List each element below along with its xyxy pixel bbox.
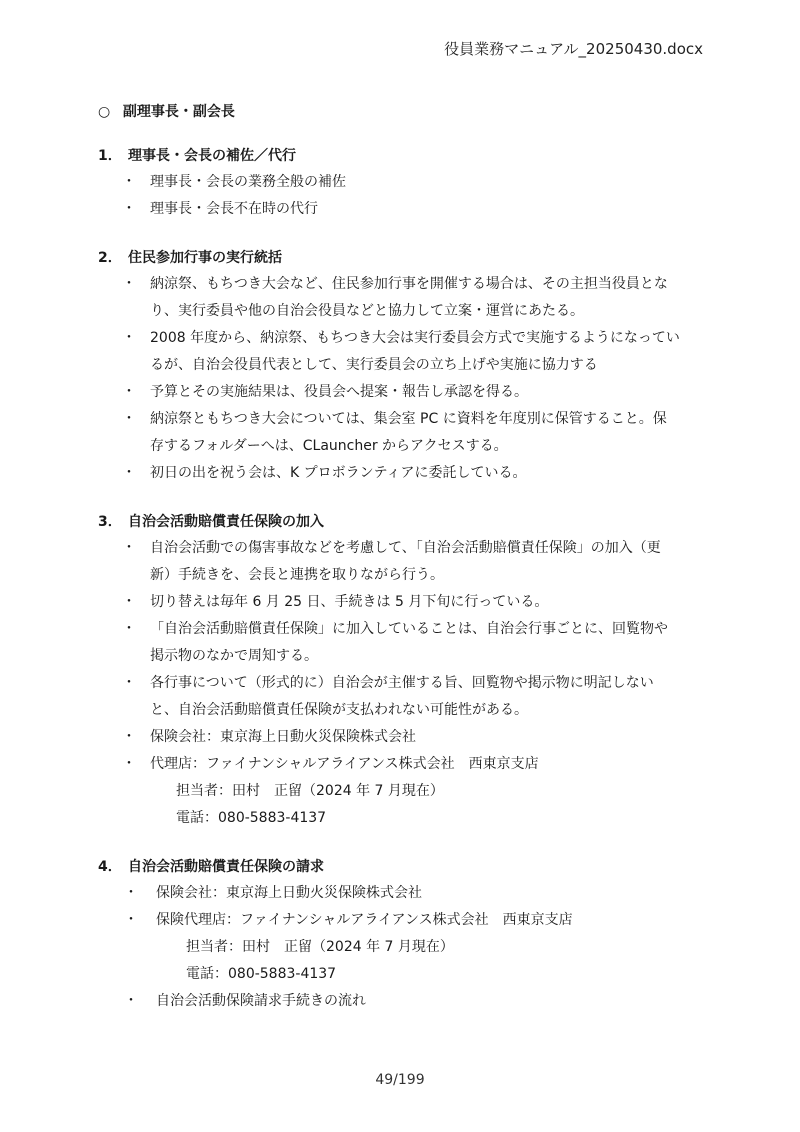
section-heading — [98, 509, 718, 535]
bullet: ・ — [122, 201, 136, 217]
section-1 — [98, 143, 718, 223]
item-line: 理事長・会長の業務全般の補佐 — [150, 174, 346, 190]
section-number: 1． — [98, 148, 122, 164]
item-line: 掲示物のなかで周知する。 — [150, 648, 318, 664]
bullet: ・ — [122, 411, 136, 427]
list-item — [98, 169, 718, 196]
bullet: ・ — [124, 885, 138, 901]
list-item — [98, 460, 718, 487]
list-item — [98, 880, 718, 907]
item-line: 自治会活動保険請求手続きの流れ — [156, 993, 366, 1009]
bullet: ・ — [122, 675, 136, 691]
list-item — [98, 196, 718, 223]
list-item — [98, 535, 718, 589]
contact-phone: 電話：080-5883-4137 — [186, 966, 337, 982]
item-line: 保険会社：東京海上日動火災保険株式会社 — [156, 885, 422, 901]
section-number: 3． — [98, 514, 122, 530]
item-line: るが、自治会役員代表として、実行委員会の立ち上げや実施に協力する — [150, 357, 598, 373]
item-line: 2008 年度から、納涼祭、もちつき大会は実行委員会方式で実施するようになってい — [150, 330, 680, 346]
item-line: 保険会社：東京海上日動火災保険株式会社 — [150, 729, 416, 745]
page-number: 49/199 — [375, 1072, 425, 1088]
section-number: 2． — [98, 250, 122, 266]
item-line: と、自治会活動賠償責任保険が支払われない可能性がある。 — [150, 702, 528, 718]
list-item — [98, 988, 718, 1015]
list-item — [98, 271, 718, 325]
item-line: 「自治会活動賠償責任保険」に加入していることは、自治会行事ごとに、回覧物や — [150, 621, 668, 637]
contact-phone: 電話：080-5883-4137 — [176, 810, 327, 826]
item-line: 納涼祭、もちつき大会など、住民参加行事を開催する場合は、その主担当役員とな — [150, 276, 668, 292]
bullet: ・ — [122, 330, 136, 346]
section-title: 住民参加行事の実行統括 — [128, 250, 282, 266]
circle-marker: ○ — [98, 104, 111, 120]
item-line: 保険代理店：ファイナンシャルアライアンス株式会社 西東京支店 — [156, 912, 573, 928]
list-item — [98, 907, 718, 934]
section-2 — [98, 245, 718, 487]
page-title — [98, 101, 235, 121]
list-item — [98, 670, 718, 724]
item-line: 理事長・会長不在時の代行 — [150, 201, 318, 217]
contact-person: 担当者：田村 正留（2024 年 7 月現在） — [176, 783, 444, 799]
section-heading — [98, 245, 718, 271]
section-title: 自治会活動賠償責任保険の加入 — [128, 514, 324, 530]
list-item — [98, 751, 718, 778]
section-4 — [98, 854, 718, 1015]
item-line: 切り替えは毎年 6 月 25 日、手続きは 5 月下旬に行っている。 — [150, 594, 549, 610]
bullet: ・ — [124, 993, 138, 1009]
item-line: 初日の出を祝う会は、K プロボランティアに委託している。 — [150, 465, 527, 481]
section-heading — [98, 143, 718, 169]
item-line: 納涼祭ともちつき大会については、集会室 PC に資料を年度別に保管すること。保 — [150, 411, 667, 427]
section-heading — [98, 854, 718, 880]
bullet: ・ — [122, 384, 136, 400]
item-line: 新）手続きを、会長と連携を取りながら行う。 — [150, 567, 444, 583]
contact-person: 担当者：田村 正留（2024 年 7 月現在） — [186, 939, 454, 955]
list-item — [98, 616, 718, 670]
item-line: り、実行委員や他の自治会役員などと協力して立案・運営にあたる。 — [150, 303, 584, 319]
list-item — [98, 325, 718, 379]
bullet: ・ — [122, 729, 136, 745]
bullet: ・ — [122, 540, 136, 556]
bullet: ・ — [122, 621, 136, 637]
item-line: 自治会活動での傷害事故などを考慮して、「自治会活動賠償責任保険」の加入（更 — [150, 540, 661, 556]
list-item — [98, 406, 718, 460]
list-item — [98, 724, 718, 751]
list-item — [98, 379, 718, 406]
page-title-text: 副理事長・副会長 — [122, 104, 235, 120]
bullet: ・ — [124, 912, 138, 928]
bullet: ・ — [122, 276, 136, 292]
bullet: ・ — [122, 174, 136, 190]
bullet: ・ — [122, 465, 136, 481]
item-line: 各行事について（形式的に）自治会が主催する旨、回覧物や掲示物に明記しない — [150, 675, 654, 691]
section-title: 自治会活動賠償責任保険の請求 — [128, 859, 324, 875]
bullet: ・ — [122, 756, 136, 772]
section-3 — [98, 509, 718, 832]
item-line: 予算とその実施結果は、役員会へ提案・報告し承認を得る。 — [150, 384, 528, 400]
list-item — [98, 589, 718, 616]
section-number: 4． — [98, 859, 122, 875]
bullet: ・ — [122, 594, 136, 610]
document-filename: 役員業務マニュアル_20250430.docx — [444, 40, 703, 58]
item-line: 代理店：ファイナンシャルアライアンス株式会社 西東京支店 — [150, 756, 539, 772]
item-line: 存するフォルダーへは、CLauncher からアクセスする。 — [150, 438, 508, 454]
section-title: 理事長・会長の補佐／代行 — [128, 148, 296, 164]
